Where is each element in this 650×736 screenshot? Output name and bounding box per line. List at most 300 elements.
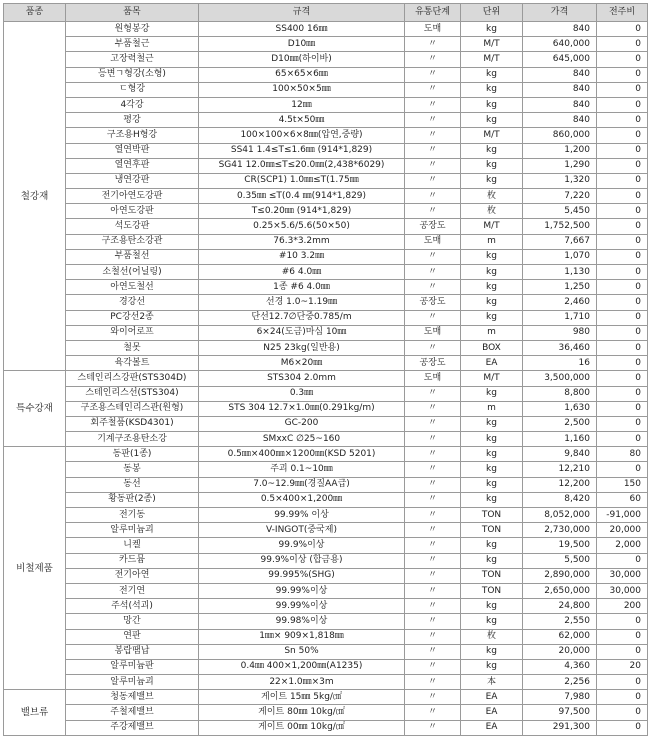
item-name-cell: 기계구조용탄소강 xyxy=(66,432,199,447)
weekly-change-cell: 0 xyxy=(597,340,648,355)
unit-cell: kg xyxy=(461,614,523,629)
distribution-stage-cell: 〃 xyxy=(405,508,461,523)
price-cell: 7,980 xyxy=(523,690,597,705)
header-spec: 규격 xyxy=(199,4,405,22)
distribution-stage-cell: 〃 xyxy=(405,690,461,705)
table-row xyxy=(4,97,648,112)
item-name-cell: 동판(1종) xyxy=(66,447,199,462)
header-item: 품목 xyxy=(66,4,199,22)
spec-cell: SS400 16㎜ xyxy=(199,22,405,37)
spec-cell: 단선12.7∅단중0.785/m xyxy=(199,310,405,325)
price-cell: 2,890,000 xyxy=(523,568,597,583)
distribution-stage-cell: 〃 xyxy=(405,644,461,659)
table-row xyxy=(4,614,648,629)
item-name-cell: 아연도철선 xyxy=(66,280,199,295)
unit-cell: m xyxy=(461,325,523,340)
item-name-cell: 고장력철근 xyxy=(66,52,199,67)
item-name-cell: 알루미늄괴 xyxy=(66,523,199,538)
item-name-cell: 전기동 xyxy=(66,508,199,523)
table-row xyxy=(4,325,648,340)
distribution-stage-cell: 〃 xyxy=(405,553,461,568)
distribution-stage-cell: 〃 xyxy=(405,128,461,143)
price-cell: 291,300 xyxy=(523,720,597,735)
price-cell: 20,000 xyxy=(523,644,597,659)
spec-cell: 0.5×400×1,200㎜ xyxy=(199,492,405,507)
distribution-stage-cell: 〃 xyxy=(405,340,461,355)
distribution-stage-cell: 도매 xyxy=(405,325,461,340)
item-name-cell: 스테인리스강판(STS304D) xyxy=(66,371,199,386)
table-row xyxy=(4,659,648,674)
unit-cell: kg xyxy=(461,462,523,477)
item-name-cell: 구조용스테인리스관(원형) xyxy=(66,401,199,416)
item-name-cell: 등변ㄱ형강(소형) xyxy=(66,67,199,82)
unit-cell: kg xyxy=(461,492,523,507)
distribution-stage-cell: 〃 xyxy=(405,432,461,447)
item-name-cell: 주석(석괴) xyxy=(66,599,199,614)
unit-cell: M/T xyxy=(461,371,523,386)
spec-cell: 게이트 15㎜ 5kg/㎠ xyxy=(199,690,405,705)
item-name-cell: 스테인리스선(STS304) xyxy=(66,386,199,401)
price-cell: 12,200 xyxy=(523,477,597,492)
table-row xyxy=(4,401,648,416)
price-cell: 840 xyxy=(523,22,597,37)
weekly-change-cell: 0 xyxy=(597,462,648,477)
table-row xyxy=(4,37,648,52)
weekly-change-cell: 0 xyxy=(597,705,648,720)
price-cell: 97,500 xyxy=(523,705,597,720)
price-cell: 640,000 xyxy=(523,37,597,52)
spec-cell: 0.5㎜×400㎜×1200㎜(KSD 5201) xyxy=(199,447,405,462)
weekly-change-cell: 0 xyxy=(597,675,648,690)
unit-cell: EA xyxy=(461,720,523,735)
distribution-stage-cell: 〃 xyxy=(405,614,461,629)
spec-cell: 7.0~12.9㎜(경질AA급) xyxy=(199,477,405,492)
distribution-stage-cell: 도매 xyxy=(405,234,461,249)
table-row xyxy=(4,173,648,188)
table-row xyxy=(4,553,648,568)
price-cell: 2,730,000 xyxy=(523,523,597,538)
table-row xyxy=(4,477,648,492)
spec-cell: 22×1.0㎜×3m xyxy=(199,675,405,690)
distribution-stage-cell: 〃 xyxy=(405,401,461,416)
unit-cell: kg xyxy=(461,249,523,264)
weekly-change-cell: 0 xyxy=(597,401,648,416)
unit-cell: EA xyxy=(461,705,523,720)
spec-cell: D10㎜ xyxy=(199,37,405,52)
weekly-change-cell: 0 xyxy=(597,295,648,310)
spec-cell: 4.5t×50㎜ xyxy=(199,113,405,128)
item-name-cell: 육각볼트 xyxy=(66,356,199,371)
spec-cell: CR(SCP1) 1.0㎜≤T(1.75㎜ xyxy=(199,173,405,188)
item-name-cell: 열연박판 xyxy=(66,143,199,158)
price-cell: 7,667 xyxy=(523,234,597,249)
distribution-stage-cell: 〃 xyxy=(405,97,461,112)
spec-cell: 0.35㎜ ≤T(0.4 ㎜(914*1,829) xyxy=(199,189,405,204)
item-name-cell: 알루미늄괴 xyxy=(66,675,199,690)
header-category: 품종 xyxy=(4,4,66,22)
price-cell: 2,650,000 xyxy=(523,583,597,598)
distribution-stage-cell: 〃 xyxy=(405,568,461,583)
spec-cell: STS304 2.0mm xyxy=(199,371,405,386)
table-row xyxy=(4,386,648,401)
table-row xyxy=(4,249,648,264)
price-cell: 36,460 xyxy=(523,340,597,355)
price-cell: 2,460 xyxy=(523,295,597,310)
table-row xyxy=(4,538,648,553)
distribution-stage-cell: 〃 xyxy=(405,416,461,431)
weekly-change-cell: 0 xyxy=(597,82,648,97)
weekly-change-cell: 0 xyxy=(597,265,648,280)
category-cell: 특수강재 xyxy=(4,371,66,447)
weekly-change-cell: 0 xyxy=(597,432,648,447)
header-unit: 단위 xyxy=(461,4,523,22)
item-name-cell: 4각강 xyxy=(66,97,199,112)
price-cell: 1,160 xyxy=(523,432,597,447)
price-cell: 980 xyxy=(523,325,597,340)
item-name-cell: 평강 xyxy=(66,113,199,128)
item-name-cell: 동선 xyxy=(66,477,199,492)
weekly-change-cell: 0 xyxy=(597,325,648,340)
item-name-cell: 아연도강판 xyxy=(66,204,199,219)
item-name-cell: 부품철근 xyxy=(66,37,199,52)
unit-cell: kg xyxy=(461,158,523,173)
distribution-stage-cell: 〃 xyxy=(405,158,461,173)
unit-cell: kg xyxy=(461,265,523,280)
item-name-cell: 알루미늄판 xyxy=(66,659,199,674)
unit-cell: m xyxy=(461,234,523,249)
unit-cell: m xyxy=(461,401,523,416)
weekly-change-cell: 0 xyxy=(597,113,648,128)
unit-cell: kg xyxy=(461,82,523,97)
unit-cell: kg xyxy=(461,386,523,401)
price-cell: 1,752,500 xyxy=(523,219,597,234)
spec-cell: 게이트 00㎜ 10kg/㎠ xyxy=(199,720,405,735)
price-cell: 7,220 xyxy=(523,189,597,204)
spec-cell: 0.25×5.6/5.6(50×50) xyxy=(199,219,405,234)
unit-cell: M/T xyxy=(461,219,523,234)
price-cell: 3,500,000 xyxy=(523,371,597,386)
item-name-cell: 니켈 xyxy=(66,538,199,553)
price-cell: 8,052,000 xyxy=(523,508,597,523)
item-name-cell: 부품철선 xyxy=(66,249,199,264)
distribution-stage-cell: 공장도 xyxy=(405,295,461,310)
unit-cell: kg xyxy=(461,659,523,674)
item-name-cell: 주강제밸브 xyxy=(66,720,199,735)
weekly-change-cell: -91,000 xyxy=(597,508,648,523)
item-name-cell: 카드뮴 xyxy=(66,553,199,568)
spec-cell: SMxxC ∅25~160 xyxy=(199,432,405,447)
price-cell: 840 xyxy=(523,67,597,82)
distribution-stage-cell: 〃 xyxy=(405,720,461,735)
unit-cell: kg xyxy=(461,477,523,492)
price-cell: 1,290 xyxy=(523,158,597,173)
unit-cell: kg xyxy=(461,644,523,659)
item-name-cell: 소철선(어닐링) xyxy=(66,265,199,280)
weekly-change-cell: 0 xyxy=(597,371,648,386)
price-cell: 840 xyxy=(523,97,597,112)
table-row xyxy=(4,705,648,720)
price-cell: 16 xyxy=(523,356,597,371)
weekly-change-cell: 30,000 xyxy=(597,568,648,583)
weekly-change-cell: 0 xyxy=(597,644,648,659)
table-row xyxy=(4,295,648,310)
unit-cell: M/T xyxy=(461,128,523,143)
spec-cell: 99.99% 이상 xyxy=(199,508,405,523)
distribution-stage-cell: 〃 xyxy=(405,113,461,128)
table-row xyxy=(4,67,648,82)
unit-cell: 枚 xyxy=(461,629,523,644)
table-row xyxy=(4,629,648,644)
table-row xyxy=(4,675,648,690)
price-cell: 2,256 xyxy=(523,675,597,690)
distribution-stage-cell: 〃 xyxy=(405,447,461,462)
item-name-cell: 냉연강판 xyxy=(66,173,199,188)
table-row xyxy=(4,113,648,128)
distribution-stage-cell: 〃 xyxy=(405,629,461,644)
weekly-change-cell: 0 xyxy=(597,158,648,173)
price-cell: 8,420 xyxy=(523,492,597,507)
item-name-cell: PC강선2종 xyxy=(66,310,199,325)
distribution-stage-cell: 〃 xyxy=(405,280,461,295)
price-cell: 1,070 xyxy=(523,249,597,264)
spec-cell: 99.9%이상 (합금용) xyxy=(199,553,405,568)
price-cell: 12,210 xyxy=(523,462,597,477)
item-name-cell: 연판 xyxy=(66,629,199,644)
weekly-change-cell: 0 xyxy=(597,280,648,295)
weekly-change-cell: 0 xyxy=(597,249,648,264)
distribution-stage-cell: 〃 xyxy=(405,705,461,720)
price-cell: 1,130 xyxy=(523,265,597,280)
category-cell: 밸브류 xyxy=(4,690,66,736)
unit-cell: TON xyxy=(461,583,523,598)
distribution-stage-cell: 〃 xyxy=(405,82,461,97)
spec-cell: 99.98%이상 xyxy=(199,614,405,629)
distribution-stage-cell: 〃 xyxy=(405,675,461,690)
spec-cell: 76.3*3.2mm xyxy=(199,234,405,249)
item-name-cell: 청동제밸브 xyxy=(66,690,199,705)
unit-cell: M/T xyxy=(461,52,523,67)
table-row xyxy=(4,583,648,598)
spec-cell: 100×100×6×8㎜(압연,중량) xyxy=(199,128,405,143)
spec-cell: Sn 50% xyxy=(199,644,405,659)
table-row xyxy=(4,416,648,431)
price-cell: 2,550 xyxy=(523,614,597,629)
table-row xyxy=(4,447,648,462)
distribution-stage-cell: 〃 xyxy=(405,462,461,477)
spec-cell: T≤0.20㎜ (914*1,829) xyxy=(199,204,405,219)
unit-cell: kg xyxy=(461,447,523,462)
table-row xyxy=(4,234,648,249)
table-row xyxy=(4,356,648,371)
unit-cell: kg xyxy=(461,280,523,295)
price-cell: 5,500 xyxy=(523,553,597,568)
weekly-change-cell: 0 xyxy=(597,614,648,629)
distribution-stage-cell: 〃 xyxy=(405,492,461,507)
unit-cell: kg xyxy=(461,173,523,188)
weekly-change-cell: 0 xyxy=(597,234,648,249)
weekly-change-cell: 0 xyxy=(597,204,648,219)
spec-cell: 주괴 0.1~10㎜ xyxy=(199,462,405,477)
spec-cell: 1종 #6 4.0㎜ xyxy=(199,280,405,295)
item-name-cell: 원형봉강 xyxy=(66,22,199,37)
unit-cell: kg xyxy=(461,113,523,128)
spec-cell: SG41 12.0㎜≤T≤20.0㎜(2,438*6029) xyxy=(199,158,405,173)
distribution-stage-cell: 〃 xyxy=(405,249,461,264)
price-cell: 1,630 xyxy=(523,401,597,416)
distribution-stage-cell: 〃 xyxy=(405,538,461,553)
table-row xyxy=(4,644,648,659)
distribution-stage-cell: 〃 xyxy=(405,523,461,538)
distribution-stage-cell: 〃 xyxy=(405,265,461,280)
item-name-cell: 전기아연도강판 xyxy=(66,189,199,204)
item-name-cell: 구조용H형강 xyxy=(66,128,199,143)
item-name-cell: 와이어로프 xyxy=(66,325,199,340)
spec-cell: 6×24(도금)마심 10㎜ xyxy=(199,325,405,340)
distribution-stage-cell: 공장도 xyxy=(405,356,461,371)
header-price: 가격 xyxy=(523,4,597,22)
unit-cell: kg xyxy=(461,538,523,553)
distribution-stage-cell: 〃 xyxy=(405,386,461,401)
price-table xyxy=(3,3,648,736)
weekly-change-cell: 30,000 xyxy=(597,583,648,598)
distribution-stage-cell: 도매 xyxy=(405,22,461,37)
weekly-change-cell: 0 xyxy=(597,356,648,371)
table-row xyxy=(4,492,648,507)
table-row xyxy=(4,82,648,97)
price-cell: 2,500 xyxy=(523,416,597,431)
table-row xyxy=(4,128,648,143)
weekly-change-cell: 150 xyxy=(597,477,648,492)
item-name-cell: 열연후판 xyxy=(66,158,199,173)
spec-cell: 0.4㎜ 400×1,200㎜(A1235) xyxy=(199,659,405,674)
price-cell: 1,200 xyxy=(523,143,597,158)
weekly-change-cell: 2,000 xyxy=(597,538,648,553)
unit-cell: TON xyxy=(461,568,523,583)
distribution-stage-cell: 〃 xyxy=(405,583,461,598)
table-row xyxy=(4,280,648,295)
item-name-cell: 황동판(2종) xyxy=(66,492,199,507)
unit-cell: 枚 xyxy=(461,189,523,204)
unit-cell: kg xyxy=(461,416,523,431)
weekly-change-cell: 0 xyxy=(597,629,648,644)
spec-cell: 99.99%이상 xyxy=(199,583,405,598)
weekly-change-cell: 0 xyxy=(597,386,648,401)
unit-cell: kg xyxy=(461,22,523,37)
price-cell: 8,800 xyxy=(523,386,597,401)
spec-cell: D10㎜(하이바) xyxy=(199,52,405,67)
weekly-change-cell: 0 xyxy=(597,173,648,188)
spec-cell: 99.99%이상 xyxy=(199,599,405,614)
table-body xyxy=(4,22,648,736)
table-row xyxy=(4,52,648,67)
spec-cell: #10 3.2㎜ xyxy=(199,249,405,264)
price-cell: 1,710 xyxy=(523,310,597,325)
header-distribution: 유통단계 xyxy=(405,4,461,22)
distribution-stage-cell: 〃 xyxy=(405,189,461,204)
weekly-change-cell: 200 xyxy=(597,599,648,614)
table-row xyxy=(4,690,648,705)
price-cell: 19,500 xyxy=(523,538,597,553)
unit-cell: kg xyxy=(461,143,523,158)
table-row xyxy=(4,340,648,355)
weekly-change-cell: 0 xyxy=(597,37,648,52)
spec-cell: GC-200 xyxy=(199,416,405,431)
unit-cell: 本 xyxy=(461,675,523,690)
weekly-change-cell: 0 xyxy=(597,143,648,158)
table-row xyxy=(4,508,648,523)
table-row xyxy=(4,204,648,219)
price-cell: 5,450 xyxy=(523,204,597,219)
weekly-change-cell: 0 xyxy=(597,189,648,204)
table-row xyxy=(4,310,648,325)
weekly-change-cell: 0 xyxy=(597,52,648,67)
price-cell: 9,840 xyxy=(523,447,597,462)
item-name-cell: 회주철품(KSD4301) xyxy=(66,416,199,431)
price-cell: 860,000 xyxy=(523,128,597,143)
spec-cell: 99.995%(SHG) xyxy=(199,568,405,583)
price-cell: 62,000 xyxy=(523,629,597,644)
distribution-stage-cell: 〃 xyxy=(405,143,461,158)
spec-cell: M6×20㎜ xyxy=(199,356,405,371)
spec-cell: #6 4.0㎜ xyxy=(199,265,405,280)
spec-cell: SS41 1.4≤T≤1.6㎜ (914*1,829) xyxy=(199,143,405,158)
unit-cell: TON xyxy=(461,508,523,523)
unit-cell: kg xyxy=(461,97,523,112)
distribution-stage-cell: 〃 xyxy=(405,477,461,492)
item-name-cell: 경강선 xyxy=(66,295,199,310)
weekly-change-cell: 0 xyxy=(597,67,648,82)
item-name-cell: 망간 xyxy=(66,614,199,629)
spec-cell: N25 23kg(일반용) xyxy=(199,340,405,355)
table-row xyxy=(4,720,648,735)
unit-cell: kg xyxy=(461,67,523,82)
spec-cell: 선경 1.0~1.19㎜ xyxy=(199,295,405,310)
unit-cell: kg xyxy=(461,553,523,568)
weekly-change-cell: 60 xyxy=(597,492,648,507)
table-row xyxy=(4,599,648,614)
item-name-cell: 봉랍땜납 xyxy=(66,644,199,659)
distribution-stage-cell: 〃 xyxy=(405,37,461,52)
distribution-stage-cell: 〃 xyxy=(405,67,461,82)
spec-cell: 100×50×5㎜ xyxy=(199,82,405,97)
spec-cell: 게이트 80㎜ 10kg/㎠ xyxy=(199,705,405,720)
distribution-stage-cell: 〃 xyxy=(405,599,461,614)
distribution-stage-cell: 〃 xyxy=(405,659,461,674)
spec-cell: 99.9%이상 xyxy=(199,538,405,553)
weekly-change-cell: 0 xyxy=(597,219,648,234)
item-name-cell: 석도강판 xyxy=(66,219,199,234)
item-name-cell: 전기아연 xyxy=(66,568,199,583)
spec-cell: 1㎜× 909×1,818㎜ xyxy=(199,629,405,644)
unit-cell: BOX xyxy=(461,340,523,355)
unit-cell: 枚 xyxy=(461,204,523,219)
weekly-change-cell: 0 xyxy=(597,310,648,325)
distribution-stage-cell: 도매 xyxy=(405,371,461,386)
spec-cell: 12㎜ xyxy=(199,97,405,112)
unit-cell: kg xyxy=(461,310,523,325)
weekly-change-cell: 0 xyxy=(597,553,648,568)
unit-cell: kg xyxy=(461,295,523,310)
distribution-stage-cell: 〃 xyxy=(405,204,461,219)
item-name-cell: ㄷ형강 xyxy=(66,82,199,97)
price-cell: 840 xyxy=(523,82,597,97)
weekly-change-cell: 0 xyxy=(597,720,648,735)
spec-cell: 65×65×6㎜ xyxy=(199,67,405,82)
unit-cell: EA xyxy=(461,356,523,371)
table-row xyxy=(4,189,648,204)
unit-cell: TON xyxy=(461,523,523,538)
item-name-cell: 구조용탄소강관 xyxy=(66,234,199,249)
